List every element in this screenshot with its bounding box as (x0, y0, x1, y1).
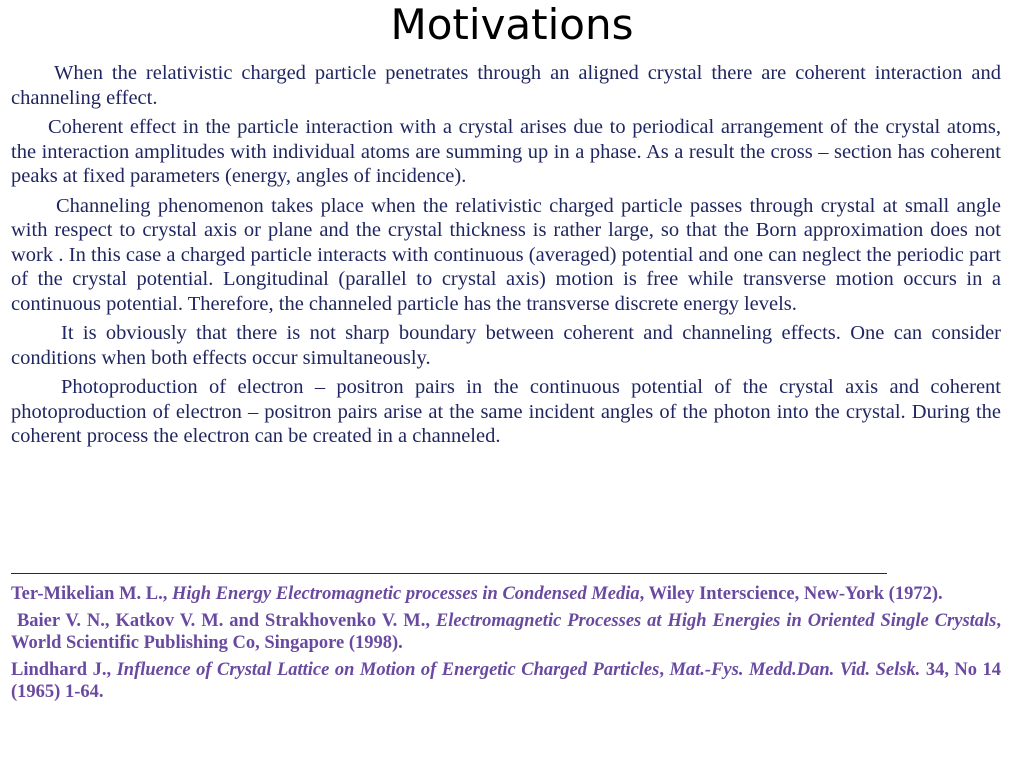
reference-journal: Mat.-Fys. Medd.Dan. Vid. Selsk. (669, 660, 921, 680)
reference-item (11, 659, 1001, 703)
paragraph-intro: When the relativistic charged particle penetrates through an aligned crystal there are coherent interaction and channeling effect. (11, 62, 1001, 109)
paragraph-boundary: It is obviously that there is not sharp boundary between coherent and channeling effects. One can consider conditions when both effects occur simultaneously. (11, 322, 1001, 369)
reference-authors: Ter-Mikelian M. L., (11, 584, 168, 604)
reference-title: Influence of Crystal Lattice on Motion of Energetic Charged Particles (116, 660, 660, 680)
paragraph-channeling: Channeling phenomenon takes place when the relativistic charged particle passes through crystal at small angle with respect to crystal axis or plane and the crystal thickness is rather large, so that the Born approximation does not work . In this case a charged particle interacts with continuous (averaged) potential and one can neglect the periodic part of the crystal potential. Longitudinal (parallel to crystal axis) motion is free while transverse motion occurs in a continuous potential. Therefore, the channeled particle has the transverse discrete energy levels. (11, 194, 1001, 315)
reference-item (11, 610, 1001, 654)
paragraph-photoproduction: Photoproduction of electron – positron pairs in the continuous potential of the crystal axis and coherent photoproduction of electron – positron pairs arise at the same incident angles of the photon into the crystal. During the coherent process the electron can be created in a channeled. (11, 376, 1001, 447)
reference-volume: 34, No 14 (1965) 1-64. (11, 660, 1002, 702)
reference-separator: , (659, 660, 664, 680)
reference-authors: Lindhard J., (11, 660, 112, 680)
slide-title: Motivations (390, 0, 634, 49)
reference-publisher: , Wiley Interscience, New-York (1972). (639, 584, 943, 604)
reference-publisher: , World Scientific Publishing Co, Singapore (1998). (11, 611, 1002, 653)
references (11, 583, 1001, 708)
reference-authors: Baier V. N., Katkov V. M. and Strakhovenko V. M., (16, 611, 430, 631)
references-divider (11, 573, 887, 574)
reference-title: Electromagnetic Processes at High Energies in Oriented Single Crystals (435, 611, 997, 631)
reference-item (11, 583, 1001, 605)
reference-title: High Energy Electromagnetic processes in Condensed Media (172, 584, 640, 604)
body-text (11, 61, 1001, 454)
paragraph-coherent-effect: Coherent effect in the particle interaction with a crystal arises due to periodical arrangement of the crystal atoms, the interaction amplitudes with individual atoms are summing up in a phase. As a result the cross – section has coherent peaks at fixed parameters (energy, angles of incidence). (11, 116, 1001, 187)
